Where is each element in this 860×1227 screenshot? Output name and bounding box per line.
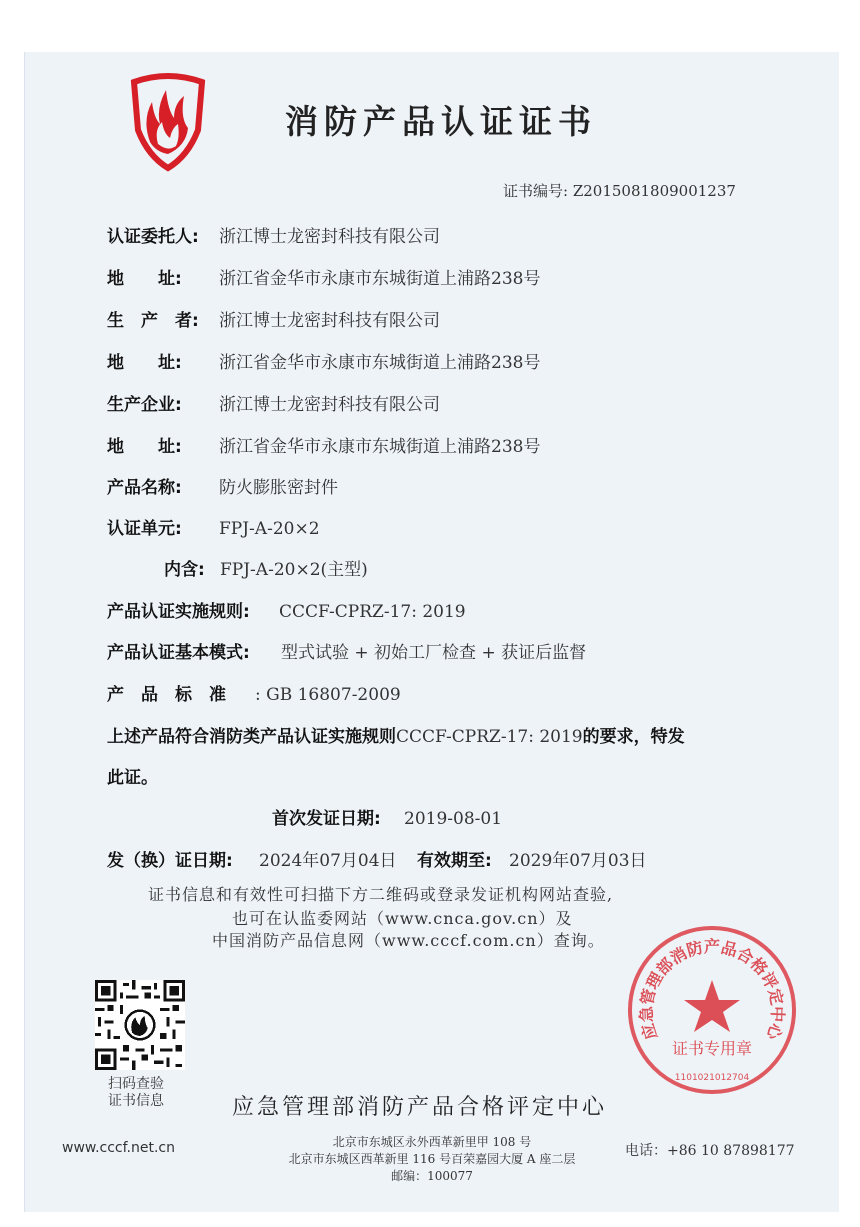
field-value: 浙江省金华市永康市东城街道上浦路238号: [219, 437, 541, 457]
valid-until-value: 2029年07月03日: [509, 851, 647, 871]
info-line: 也可在认监委网站（www.cnca.gov.cn）及: [232, 909, 573, 928]
footer-postcode: 邮编：100077: [391, 1169, 473, 1183]
info-line: 中国消防产品信息网（www.cccf.com.cn）查询。: [212, 931, 605, 950]
field-label: 生 产 者:: [107, 311, 199, 331]
statement-text: 上述产品符合消防类产品认证实施规则: [107, 727, 396, 747]
footer-address: [262, 1134, 602, 1185]
contains-row: [164, 555, 368, 580]
footer-address-line: 北京市东城区永外西革新里甲 108 号: [332, 1135, 532, 1149]
statement-line-2: 此证。: [107, 768, 158, 788]
fire-certification-logo: [128, 68, 208, 172]
document-title: 消防产品认证证书: [285, 102, 597, 141]
first-issue-row: [272, 804, 502, 829]
field-row: [107, 473, 338, 498]
field-value: FPJ-A-20×2: [219, 519, 320, 539]
qr-caption-line: 证书信息: [108, 1093, 164, 1109]
field-value: 浙江博士龙密封科技有限公司: [219, 227, 440, 247]
seal-center-text: 证书专用章: [671, 1039, 753, 1058]
statement-rule-code: CCCF-CPRZ-17: 2019: [396, 727, 583, 747]
field-row: [107, 306, 440, 331]
issue-label: 发（换）证日期:: [107, 851, 233, 871]
first-issue-value: 2019-08-01: [404, 809, 503, 829]
official-seal: [624, 922, 800, 1098]
issue-value: 2024年07月04日: [259, 851, 397, 871]
contains-value: FPJ-A-20×2(主型): [220, 560, 368, 580]
mode-value: 型式试验 + 初始工厂检查 + 获证后监督: [281, 643, 587, 663]
valid-until-label: 有效期至:: [417, 851, 492, 871]
mode-label: 产品认证基本模式:: [107, 643, 250, 663]
rule-value: CCCF-CPRZ-17: 2019: [279, 602, 466, 622]
first-issue-label: 首次发证日期:: [272, 809, 381, 829]
field-value: 浙江博士龙密封科技有限公司: [219, 395, 440, 415]
seal-ring-text: 应急管理部消防产品合格评定中心: [636, 937, 788, 1042]
standard-row: [107, 680, 401, 705]
field-label: 产品名称:: [107, 478, 182, 498]
field-value: 浙江博士龙密封科技有限公司: [219, 311, 440, 331]
issue-row: [107, 846, 647, 871]
footer-website: www.cccf.net.cn: [62, 1140, 175, 1156]
info-line: 证书信息和有效性可扫描下方二维码或登录发证机构网站查验,: [148, 885, 614, 904]
field-row: [107, 222, 440, 247]
qr-code: [95, 980, 185, 1070]
footer-address-line: 北京市东城区西革新里 116 号百荣嘉园大厦 A 座二层: [288, 1152, 576, 1166]
standard-value: : GB 16807-2009: [255, 685, 401, 705]
field-label: 认证委托人:: [107, 227, 199, 247]
qr-caption: [108, 1076, 164, 1110]
standard-label: 产 品 标 准: [107, 685, 226, 705]
field-label: 地 址:: [107, 269, 182, 289]
field-row: [107, 432, 540, 457]
field-label: 地 址:: [107, 353, 182, 373]
field-row: [107, 390, 440, 415]
mode-row: [107, 638, 586, 663]
seal-number: 1101021012704: [674, 1073, 750, 1083]
field-value: 浙江省金华市永康市东城街道上浦路238号: [219, 353, 541, 373]
rule-label: 产品认证实施规则:: [107, 602, 250, 622]
statement-line-1: [107, 722, 685, 747]
field-label: 认证单元:: [107, 519, 182, 539]
statement-text: 的要求，特发: [582, 727, 685, 747]
field-row: [107, 264, 540, 289]
field-value: 防火膨胀密封件: [219, 478, 338, 498]
issuing-authority: 应急管理部消防产品合格评定中心: [232, 1095, 608, 1120]
field-row: [107, 514, 320, 539]
rule-row: [107, 597, 466, 622]
certificate-number: 证书编号: Z2015081809001237: [503, 182, 736, 200]
field-label: 生产企业:: [107, 395, 182, 415]
footer-phone: 电话：+86 10 87898177: [625, 1143, 795, 1159]
contains-label: 内含:: [164, 560, 205, 580]
field-row: [107, 348, 540, 373]
field-value: 浙江省金华市永康市东城街道上浦路238号: [219, 269, 541, 289]
field-label: 地 址:: [107, 437, 182, 457]
qr-caption-line: 扫码查验: [108, 1076, 164, 1092]
